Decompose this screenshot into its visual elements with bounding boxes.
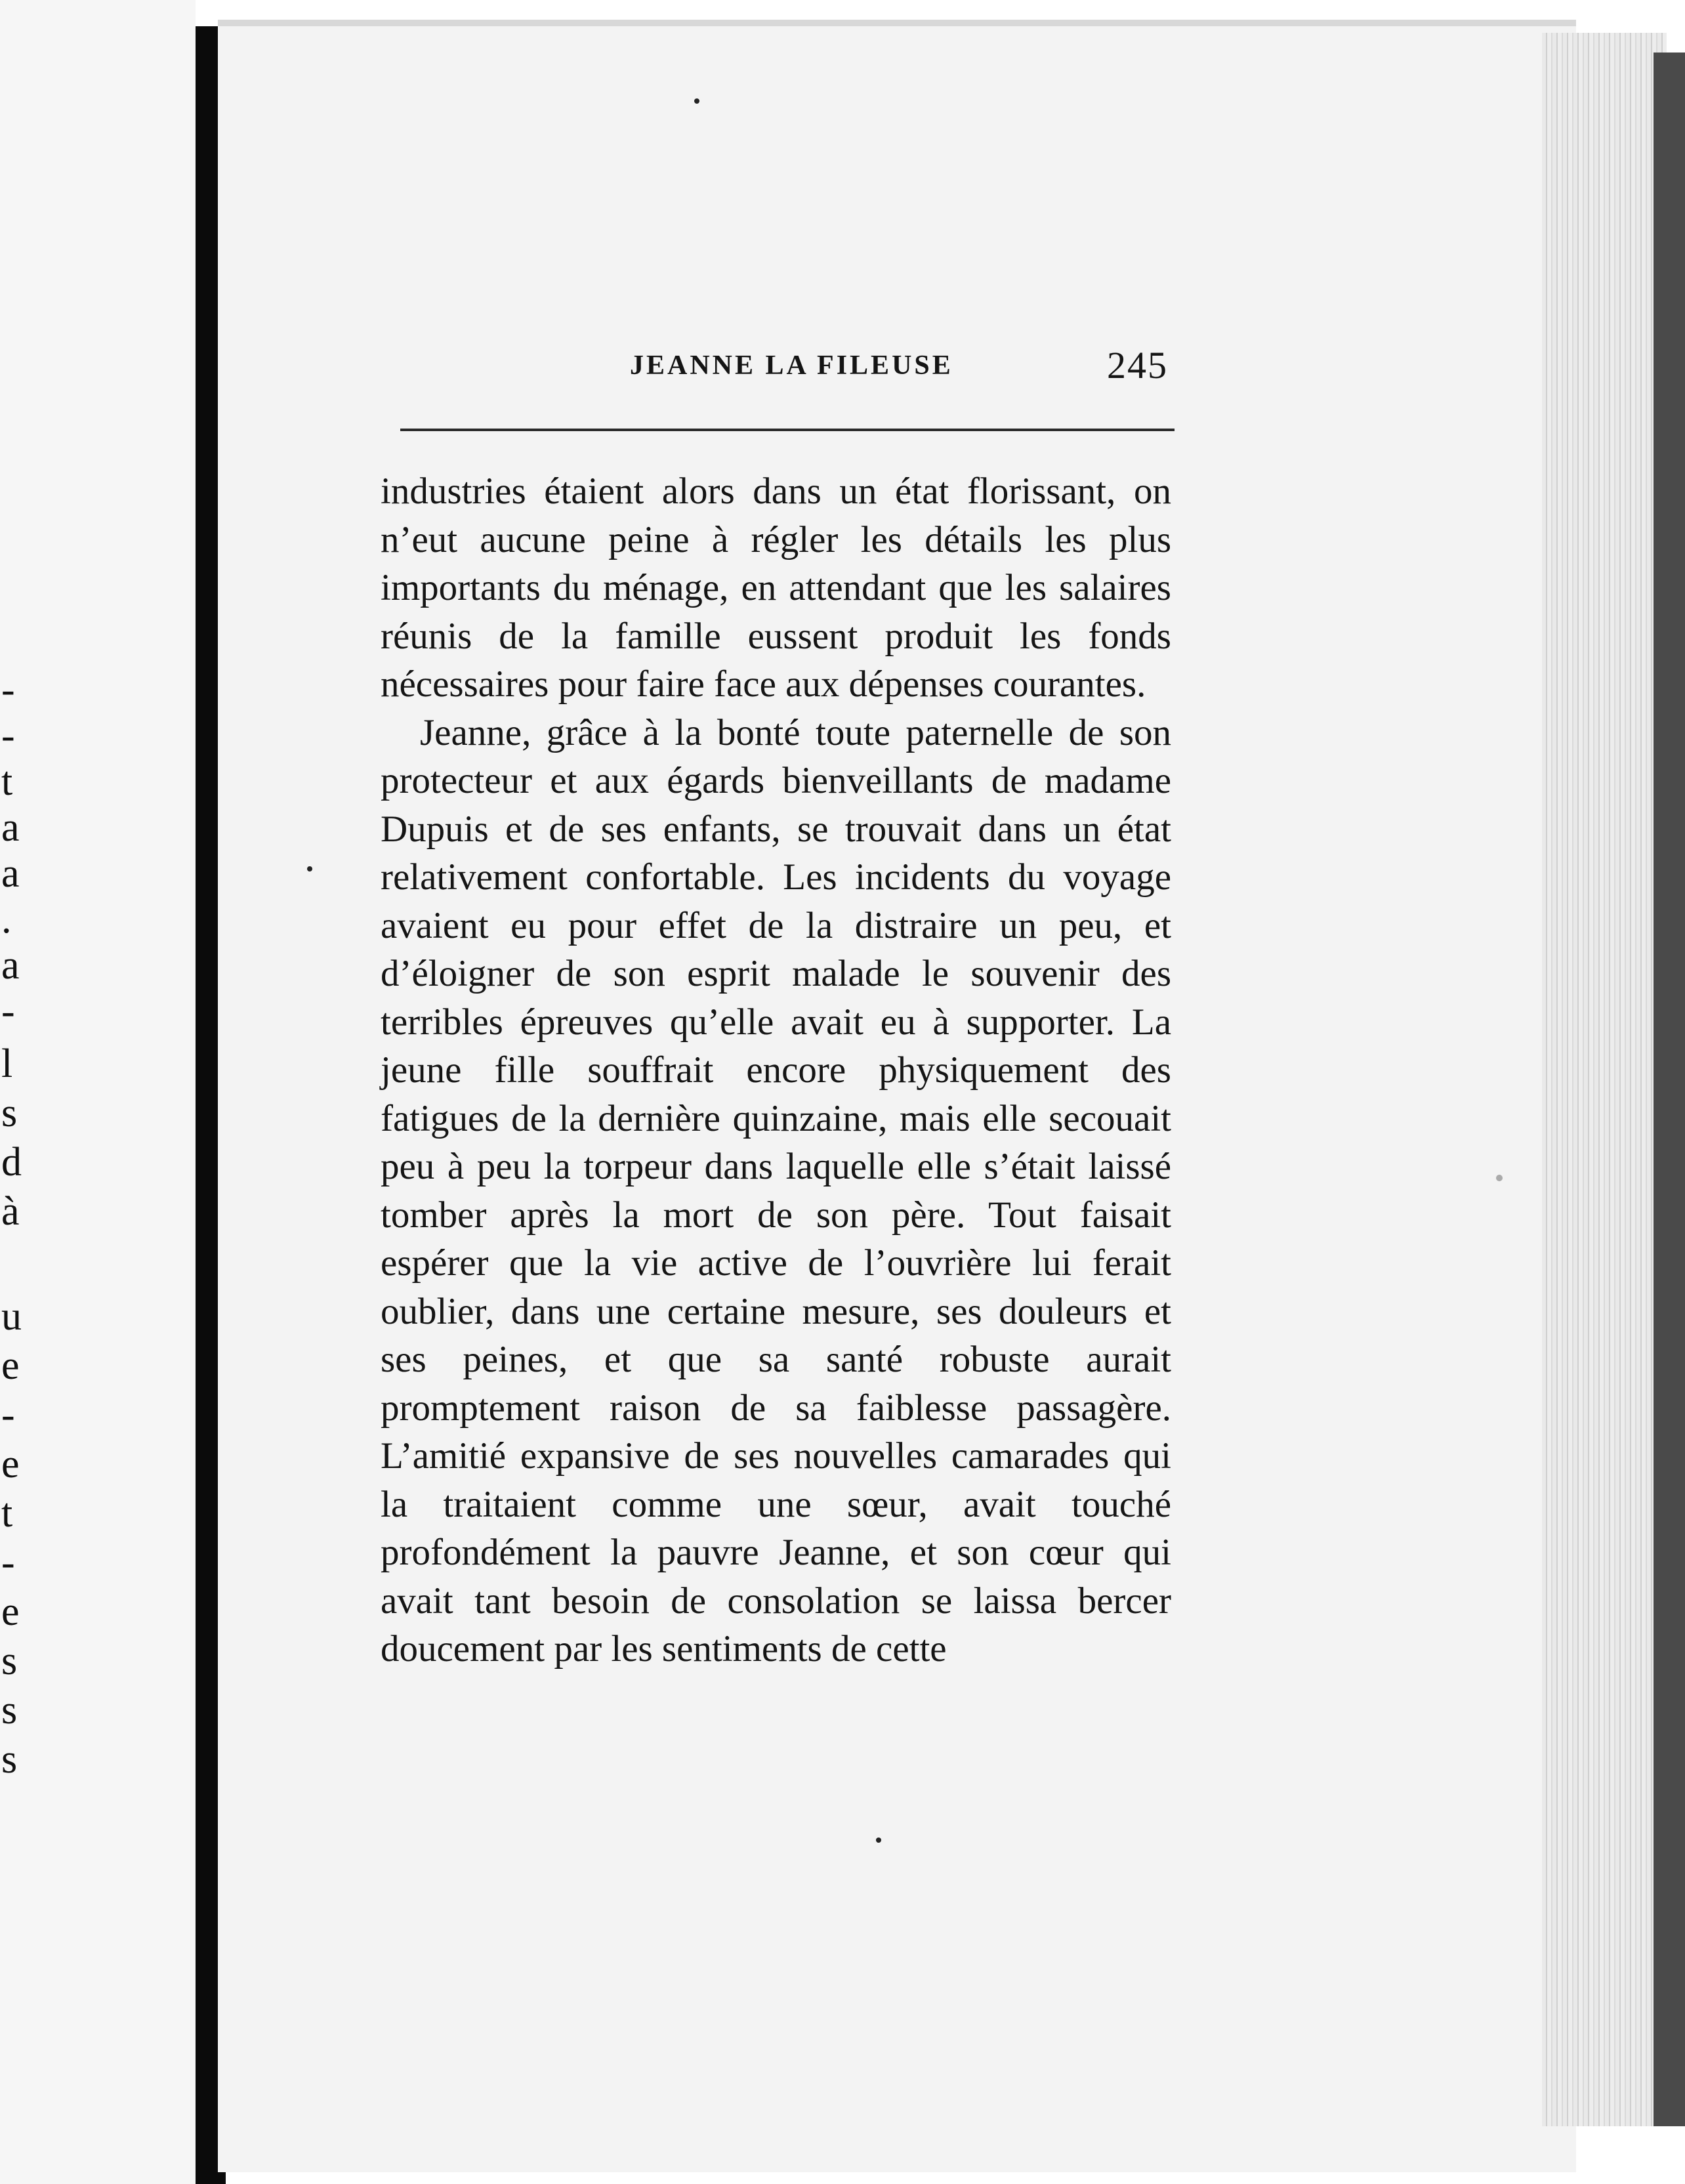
- left-fragment: a: [1, 943, 20, 988]
- running-title: JEANNE LA FILEUSE: [630, 350, 953, 381]
- running-head: [381, 331, 1171, 404]
- left-fragment: -: [1, 989, 15, 1034]
- left-fragment: d: [1, 1140, 22, 1185]
- scan-speck: [694, 98, 699, 104]
- left-fragment: s: [1, 1688, 18, 1732]
- left-facing-page: [0, 0, 196, 2184]
- left-fragment: a: [1, 851, 20, 896]
- left-fragment: e: [1, 1589, 20, 1634]
- left-fragment: s: [1, 1639, 18, 1683]
- paragraph: Jeanne, grâce à la bonté toute paternelle de son protecteur et aux égards bienveillants de madame Dupuis et de ses enfants, se trouvait dans un état relativement confortable. Les incidents du voyage avaient eu pour effet de la distraire un peu, et d’éloigner de son esprit malade le souvenir des terribles épreuves qu’elle avait eu à supporter. La jeune fille souffrait encore physiquement des fatigues de la dernière quinzaine, mais elle secouait peu à peu la torpeur dans laquelle elle s’était laissé tomber après la mort de son père. Tout faisait espérer que la vie active de l’ouvrière lui ferait oublier, dans une certaine mesure, ses douleurs et ses peines, et que sa santé robuste aurait promptement raison de sa faiblesse passagère. L’amitié expansive de ses nouvelles camarades qui la traitaient comme une sœur, avait touché profondément la pauvre Jeanne, et son cœur qui avait tant besoin de consolation se laissa bercer doucement par les sentiments de cette: [381, 711, 1171, 1670]
- left-page-edge-text: [0, 0, 196, 2184]
- left-fragment: .: [1, 897, 12, 942]
- body-text: [381, 467, 1171, 1673]
- scan-speck: [876, 1838, 881, 1843]
- left-fragment: e: [1, 1343, 20, 1388]
- page-number: 245: [1107, 344, 1168, 387]
- left-fragment: u: [1, 1294, 22, 1339]
- left-fragment: a: [1, 805, 20, 850]
- left-fragment: -: [1, 1393, 15, 1437]
- header-rule: [400, 429, 1175, 431]
- left-fragment: à: [1, 1189, 20, 1234]
- left-fragment: -: [1, 713, 15, 758]
- left-fragment: l: [1, 1041, 13, 1086]
- left-fragment: s: [1, 1091, 18, 1135]
- left-fragment: -: [1, 1540, 15, 1585]
- page-block-edges: [1542, 33, 1667, 2126]
- book-cover-edge: [1654, 52, 1685, 2126]
- scan-speck: [1496, 1175, 1503, 1181]
- left-fragment: e: [1, 1442, 20, 1486]
- page-content: [381, 331, 1171, 1673]
- left-fragment: -: [1, 667, 15, 712]
- scan-speck: [307, 866, 312, 872]
- paragraph: industries étaient alors dans un état florissant, on n’eut aucune peine à régler les détails les plus importants du ménage, en attendant que les salaires réunis de la famille eussent produit les fonds nécessaires pour faire face aux dépenses courantes.: [381, 471, 1171, 705]
- left-fragment: s: [1, 1737, 18, 1782]
- left-fragment: t: [1, 759, 13, 804]
- left-fragment: t: [1, 1491, 13, 1536]
